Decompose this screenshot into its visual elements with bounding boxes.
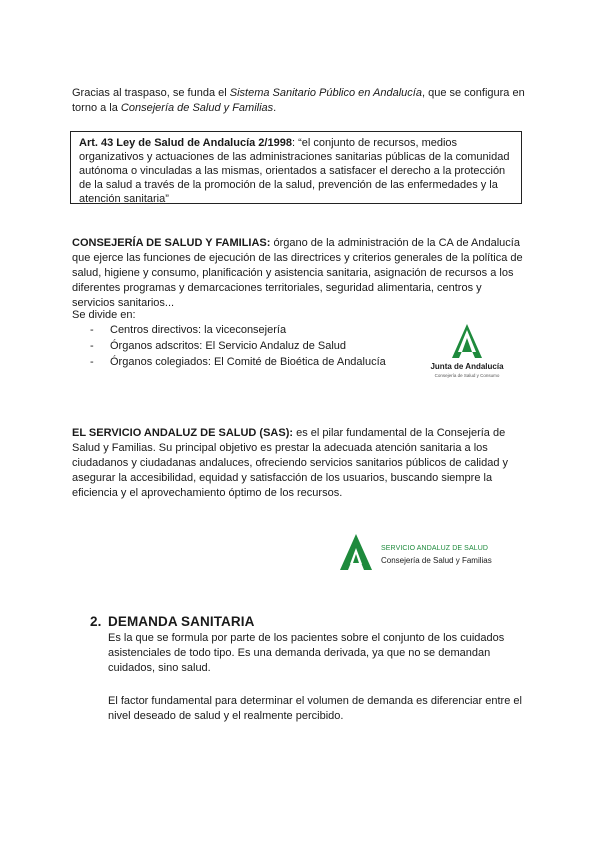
section-number: 2. [90,614,102,629]
junta-logo-subtitle: Consejería de Salud y Consumo [434,373,500,378]
law-quote-box [70,131,522,204]
intro-period: . [273,102,277,114]
intro-text: Gracias al traspaso, se funda el [72,87,230,99]
consejeria-paragraph [72,236,526,311]
section-title: DEMANDA SANITARIA [108,614,255,629]
intro-emphasis-system: Sistema Sanitario Público en Andalucía [229,87,422,99]
consejeria-title: CONSEJERÍA DE SALUD Y FAMILIAS: [72,237,271,249]
intro-paragraph [72,86,532,116]
intro-text-2: , que se configura en torno a la [72,87,525,114]
junta-andalucia-logo [422,320,512,384]
sas-logo-mark-icon [336,532,376,572]
sas-title: EL SERVICIO ANDALUZ DE SALUD (SAS): [72,427,294,439]
sas-logo-line2: Consejería de Salud y Familias [381,556,492,565]
sas-text: es el pilar fundamental de la Consejería de Salud y Familias. Su principal objetivo es prestar la adecuada atención sanitaria a los ciudadanos y ciudadanas andaluces, ofreciendo servicios sanitarios públicos de calidad y asegurar la accesibilidad, equidad y satisfacción de los usuarios, buscando siempre la eficiencia y el aprovechamiento óptimo de los recursos. [72,427,508,499]
list-item: - Órganos colegiados: El Comité de Bioética de Andalucía [90,354,386,370]
sas-paragraph [72,426,526,501]
list-item: - Órganos adscritos: El Servicio Andaluz de Salud [90,338,386,354]
junta-logo-mark-icon [422,320,512,362]
sas-logo-line1: SERVICIO ANDALUZ DE SALUD [381,545,489,552]
law-quote-text: : “el conjunto de recursos, medios organizativos y actuaciones de las administraciones sanitarias públicas de la comunidad autónoma o vinculadas a las mismas, orientados a satisfacer el derecho a la protección de la salud a través de la promoción de la salud, prevención de las enfermedades y la atención sanitaria” [79,137,510,205]
demanda-paragraph-1: Es la que se formula por parte de los pacientes sobre el conjunto de los cuidados asistenciales de todo tipo. Es una demanda derivada, ya que no se demandan cuidados, sino salud. [108,632,505,674]
divide-label: Se divide en: [72,309,136,321]
junta-logo-name: Junta de Andalucía [430,362,504,371]
list-item: - Centros directivos: la viceconsejería [90,322,386,338]
sas-logo [336,532,506,572]
demanda-paragraph-2: El factor fundamental para determinar el volumen de demanda es diferenciar entre el nivel deseado de salud y el realmente percibido. [108,695,522,722]
organs-list [90,322,386,370]
law-quote-title: Art. 43 Ley de Salud de Andalucía 2/1998 [79,137,292,149]
intro-emphasis-consejeria: Consejería de Salud y Familias [120,102,274,114]
section-heading [90,614,254,629]
consejeria-text: órgano de la administración de la CA de Andalucía que ejerce las funciones de ejecución de las directrices y criterios generales de la política de salud, higiene y consumo, planificación y asistencia sanitaria, asignación de recursos a los diferentes programas y demarcaciones territoriales, seguridad alimentaria, centros y servicios sanitarios... [72,237,523,309]
